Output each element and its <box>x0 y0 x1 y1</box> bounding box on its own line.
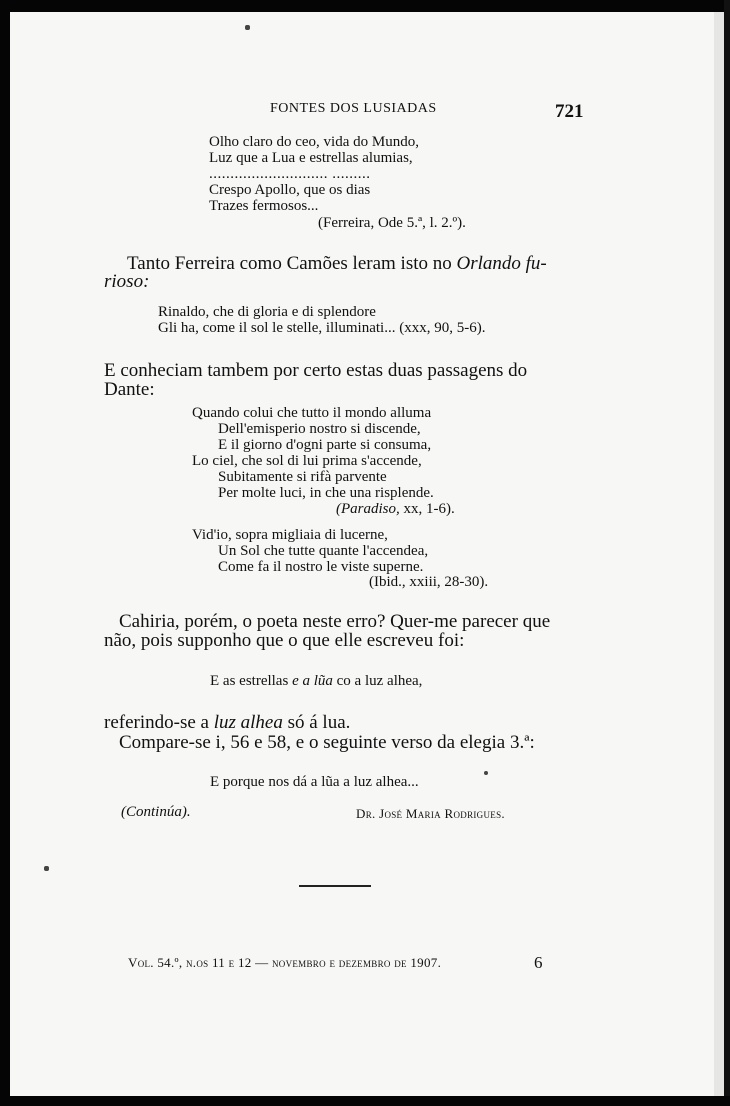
page-edge-shadow <box>714 12 724 1096</box>
scan-border-bottom <box>0 1096 730 1106</box>
paragraph-line: E conheciam tambem por certo estas duas passagens do <box>104 360 528 381</box>
quote-text: E as estrellas <box>210 673 293 689</box>
sheet-number: 6 <box>534 953 543 972</box>
author-signature: Dr. José Maria Rodrigues. <box>356 806 505 821</box>
paragraph-italic: luz alhea <box>213 712 283 733</box>
verse-line: Luz que a Lua e estrellas alumias, <box>209 150 413 166</box>
verse-line: Lo ciel, che sol di lui prima s'accende, <box>192 453 422 469</box>
verse-line: Come fa il nostro le viste superne. <box>218 559 424 575</box>
paragraph-4-line-2: Compare-se i, 56 e 58, e o seguinte verso da elegia 3.ª: <box>119 732 535 753</box>
camoes-quote-1 <box>210 673 422 690</box>
paragraph-line: Dante: <box>104 379 155 400</box>
scan-border-top <box>0 0 730 12</box>
paragraph-4-line-1 <box>104 713 350 732</box>
ferreira-citation: (Ferreira, Ode 5.ª, l. 2.º). <box>318 215 466 231</box>
page-number: 721 <box>555 101 584 122</box>
ariosto-quote <box>158 304 485 336</box>
continua-note <box>121 804 191 821</box>
verse-line: Olho claro do ceo, vida do Mundo, <box>209 134 419 150</box>
verse-line: Dell'emisperio nostro si discende, <box>218 421 421 437</box>
verse-line: E il giorno d'ogni parte si consuma, <box>218 437 432 453</box>
continua-text: (Continúa). <box>121 804 191 820</box>
citation-text: xx, 1-6). <box>399 501 455 517</box>
verse-line: Quando colui che tutto il mondo alluma <box>192 405 432 421</box>
scan-speck <box>44 866 49 871</box>
paragraph-1-line-2 <box>104 272 149 291</box>
section-rule <box>299 885 371 887</box>
verse-ellipsis-line: ............................ ......... <box>209 166 371 182</box>
quote-text: co a luz alhea, <box>332 673 423 689</box>
paragraph-3-line-1: Cahiria, porém, o poeta neste erro? Quer-me parecer que <box>119 611 551 632</box>
citation-italic: (Paradiso, <box>336 501 400 517</box>
scan-border-right <box>724 0 730 1106</box>
verse-line: Rinaldo, che di gloria e di splendore <box>158 304 376 320</box>
paragraph-text: só á lua. <box>282 712 351 733</box>
paragraph-1-line-1 <box>127 254 547 273</box>
dante-citation-1 <box>336 501 455 517</box>
volume-footer: Vol. 54.º, n.os 11 e 12 — novembro e dezembro de 1907. <box>128 955 442 970</box>
paragraph-text: Tanto Ferreira como Camões leram isto no <box>127 253 457 274</box>
ferreira-verse <box>209 134 419 214</box>
camoes-quote-2: E porque nos dá a lũa a luz alhea... <box>210 774 419 790</box>
verse-line: Un Sol che tutte quante l'accendea, <box>218 543 429 559</box>
scan-speck <box>245 25 250 30</box>
quote-italic: e a lũa <box>292 673 333 689</box>
paragraph-2 <box>104 361 527 399</box>
dante-citation-2: (Ibid., xxiii, 28-30). <box>369 574 489 590</box>
paragraph-text: referindo-se a <box>104 712 214 733</box>
scan-speck <box>484 771 488 775</box>
running-title: FONTES DOS LUSIADAS <box>270 101 437 116</box>
paragraph-3-line-2: não, pois supponho que o que elle escreveu foi: <box>104 630 465 651</box>
scan-border-left <box>0 0 10 1106</box>
italic-title: rioso: <box>104 271 150 292</box>
verse-line: Subitamente si rifà parvente <box>218 469 387 485</box>
dante-passage-1 <box>192 405 434 501</box>
italic-title: Orlando fu- <box>456 253 547 274</box>
dante-passage-2 <box>192 527 428 575</box>
verse-line: Crespo Apollo, que os dias <box>209 182 371 198</box>
verse-line: Vid'io, sopra migliaia di lucerne, <box>192 527 388 543</box>
verse-line: Per molte luci, in che una risplende. <box>218 485 434 501</box>
verse-line: Gli ha, come il sol le stelle, illuminati... (xxx, 90, 5-6). <box>158 320 486 336</box>
verse-line: Trazes fermosos... <box>209 198 319 214</box>
